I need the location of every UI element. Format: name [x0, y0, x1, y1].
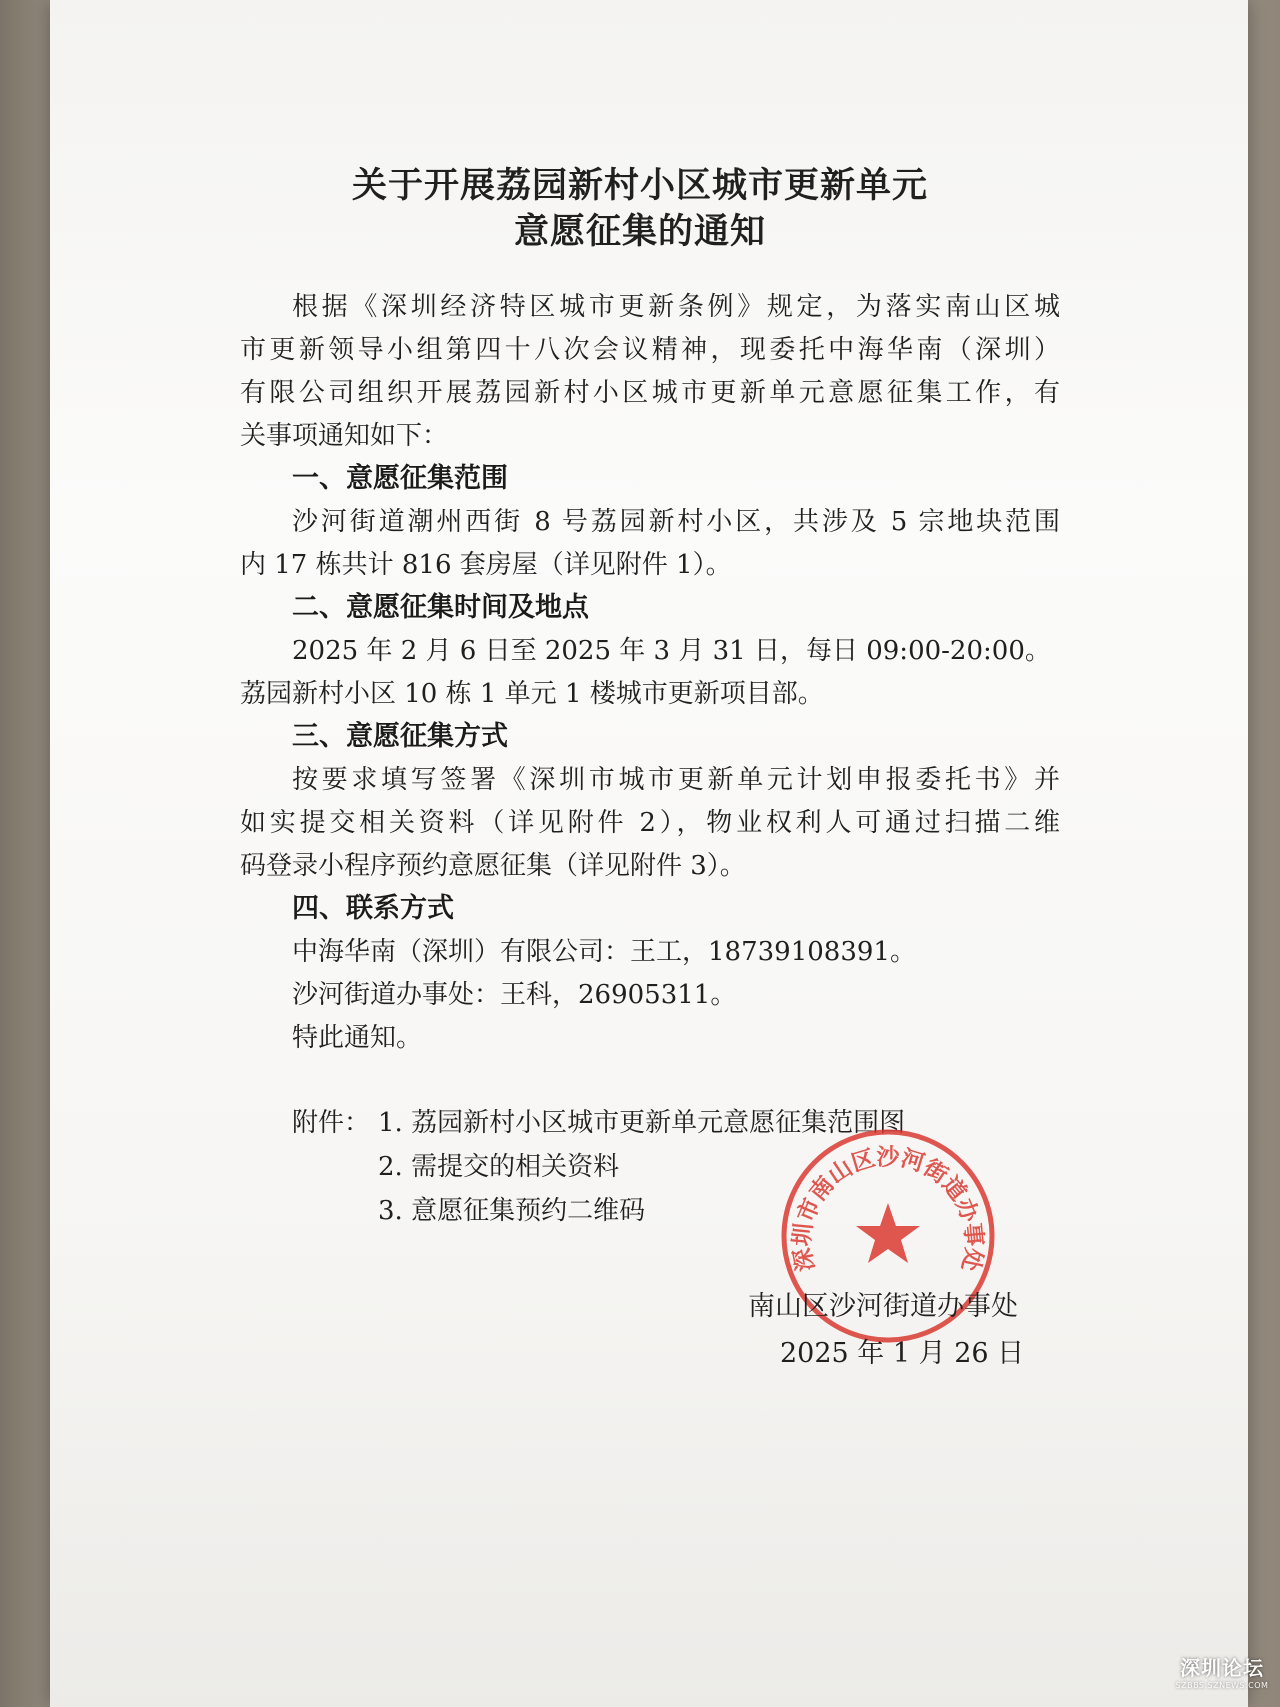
section-3-line-1: 按要求填写签署《深圳市城市更新单元计划申报委托书》并: [292, 765, 1060, 795]
seal-text: 深圳市南山区沙河街道办事处: [788, 1143, 988, 1274]
section-3-line-2: 如实提交相关资料（详见附件 2），物业权利人可通过扫描二维: [240, 808, 1060, 838]
title-line-1: 关于开展荔园新村小区城市更新单元: [351, 166, 928, 206]
title-line-2: 意愿征集的通知: [513, 212, 766, 252]
contact-line-1: 中海华南（深圳）有限公司：王工，18739108391。: [292, 937, 916, 967]
intro-line-4: 关事项通知如下：: [240, 421, 449, 451]
site-watermark: [1172, 1652, 1272, 1690]
seal-star-icon: [856, 1203, 920, 1263]
attachment-item-1: 1. 荔园新村小区城市更新单元意愿征集范围图: [378, 1108, 906, 1138]
issuer-name: 南山区沙河街道办事处: [748, 1291, 1018, 1322]
section-2-heading: 二、意愿征集时间及地点: [292, 592, 589, 623]
intro-line-2: 市更新领导小组第四十八次会议精神，现委托中海华南（深圳）: [240, 335, 1060, 365]
closing-line: 特此通知。: [292, 1023, 423, 1053]
section-2-line-2: 荔园新村小区 10 栋 1 单元 1 楼城市更新项目部。: [240, 679, 824, 709]
section-1-line-2: 内 17 栋共计 816 套房屋（详见附件 1）。: [240, 550, 732, 580]
section-3-line-3: 码登录小程序预约意愿征集（详见附件 3）。: [240, 851, 746, 881]
section-4-heading: 四、联系方式: [292, 893, 454, 924]
intro-line-3: 有限公司组织开展荔园新村小区城市更新单元意愿征集工作，有: [240, 378, 1060, 408]
attachment-item-3: 3. 意愿征集预约二维码: [378, 1196, 646, 1226]
section-2-line-1: 2025 年 2 月 6 日至 2025 年 3 月 31 日，每日 09:00-20:00。: [292, 636, 1051, 666]
contact-line-2: 沙河街道办事处：王科，26905311。: [292, 980, 737, 1010]
section-1-line-1: 沙河街道潮州西街 8 号荔园新村小区，共涉及 5 宗地块范围: [292, 507, 1060, 537]
issue-date: 2025 年 1 月 26 日: [780, 1338, 1025, 1369]
watermark-domain: SZBBS.SZNEWS.COM: [1175, 1681, 1269, 1690]
attachments-label: 附件：: [292, 1108, 371, 1138]
intro-line-1: 根据《深圳经济特区城市更新条例》规定，为落实南山区城: [292, 292, 1060, 322]
watermark-logo-text: 深圳论坛: [1180, 1656, 1264, 1680]
section-1-heading: 一、意愿征集范围: [292, 463, 508, 494]
section-3-heading: 三、意愿征集方式: [292, 721, 508, 752]
attachment-item-2: 2. 需提交的相关资料: [378, 1152, 620, 1182]
